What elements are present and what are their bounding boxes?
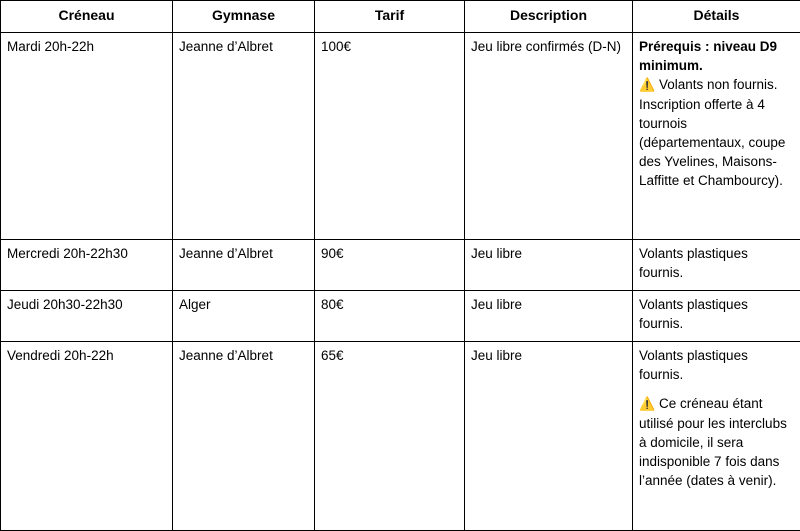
- cell-description: Jeu libre: [465, 290, 633, 341]
- cell-description: Jeu libre: [465, 239, 633, 290]
- cell-details: [633, 239, 800, 290]
- column-header-creneau: Créneau: [1, 1, 173, 33]
- details-extra: Volants plastiques fournis.: [639, 346, 794, 384]
- details-extra: Volants plastiques fournis.: [639, 295, 794, 333]
- table-row: [1, 290, 800, 341]
- cell-description: Jeu libre: [465, 341, 633, 530]
- cell-description: Jeu libre confirmés (D-N): [465, 32, 633, 239]
- cell-creneau: Vendredi 20h-22h: [1, 341, 173, 530]
- details-extra: Inscription offerte à 4 tournois (départementaux, coupe des Yvelines, Maisons-Laffitte et Chambourcy).: [639, 95, 794, 191]
- cell-creneau: Mercredi 20h-22h30: [1, 239, 173, 290]
- cell-tarif: 65€: [315, 341, 465, 530]
- table-row: [1, 32, 800, 239]
- details-prerequisite: Prérequis : niveau D9 minimum.: [639, 37, 794, 75]
- details-warning: [639, 75, 794, 94]
- cell-details: [633, 290, 800, 341]
- cell-tarif: 90€: [315, 239, 465, 290]
- cell-details: [633, 341, 800, 530]
- table-row: [1, 239, 800, 290]
- details-warning-text: Ce créneau étant utilisé pour les interclubs à domicile, il sera indisponible 7 fois dans l’année (dates à venir).: [639, 396, 787, 488]
- cell-gymnase: Alger: [173, 290, 315, 341]
- warning-icon: ⚠️: [639, 396, 655, 411]
- cell-gymnase: Jeanne d’Albret: [173, 32, 315, 239]
- table-header-row: [1, 1, 800, 33]
- cell-tarif: 80€: [315, 290, 465, 341]
- details-block: [639, 295, 794, 333]
- warning-icon: ⚠️: [639, 77, 655, 92]
- details-block: [639, 346, 794, 490]
- cell-creneau: Mardi 20h-22h: [1, 32, 173, 239]
- column-header-description: Description: [465, 1, 633, 33]
- details-warning-text: Volants non fournis.: [659, 77, 778, 92]
- details-block: [639, 244, 794, 282]
- details-warning: [639, 394, 794, 490]
- column-header-details: Détails: [633, 1, 800, 33]
- details-block: [639, 37, 794, 191]
- cell-gymnase: Jeanne d’Albret: [173, 239, 315, 290]
- column-header-gymnase: Gymnase: [173, 1, 315, 33]
- cell-gymnase: Jeanne d’Albret: [173, 341, 315, 530]
- details-spacer: [639, 384, 794, 394]
- cell-creneau: Jeudi 20h30-22h30: [1, 290, 173, 341]
- column-header-tarif: Tarif: [315, 1, 465, 33]
- details-extra: Volants plastiques fournis.: [639, 244, 794, 282]
- table-row: [1, 341, 800, 530]
- cell-details: [633, 32, 800, 239]
- cell-tarif: 100€: [315, 32, 465, 239]
